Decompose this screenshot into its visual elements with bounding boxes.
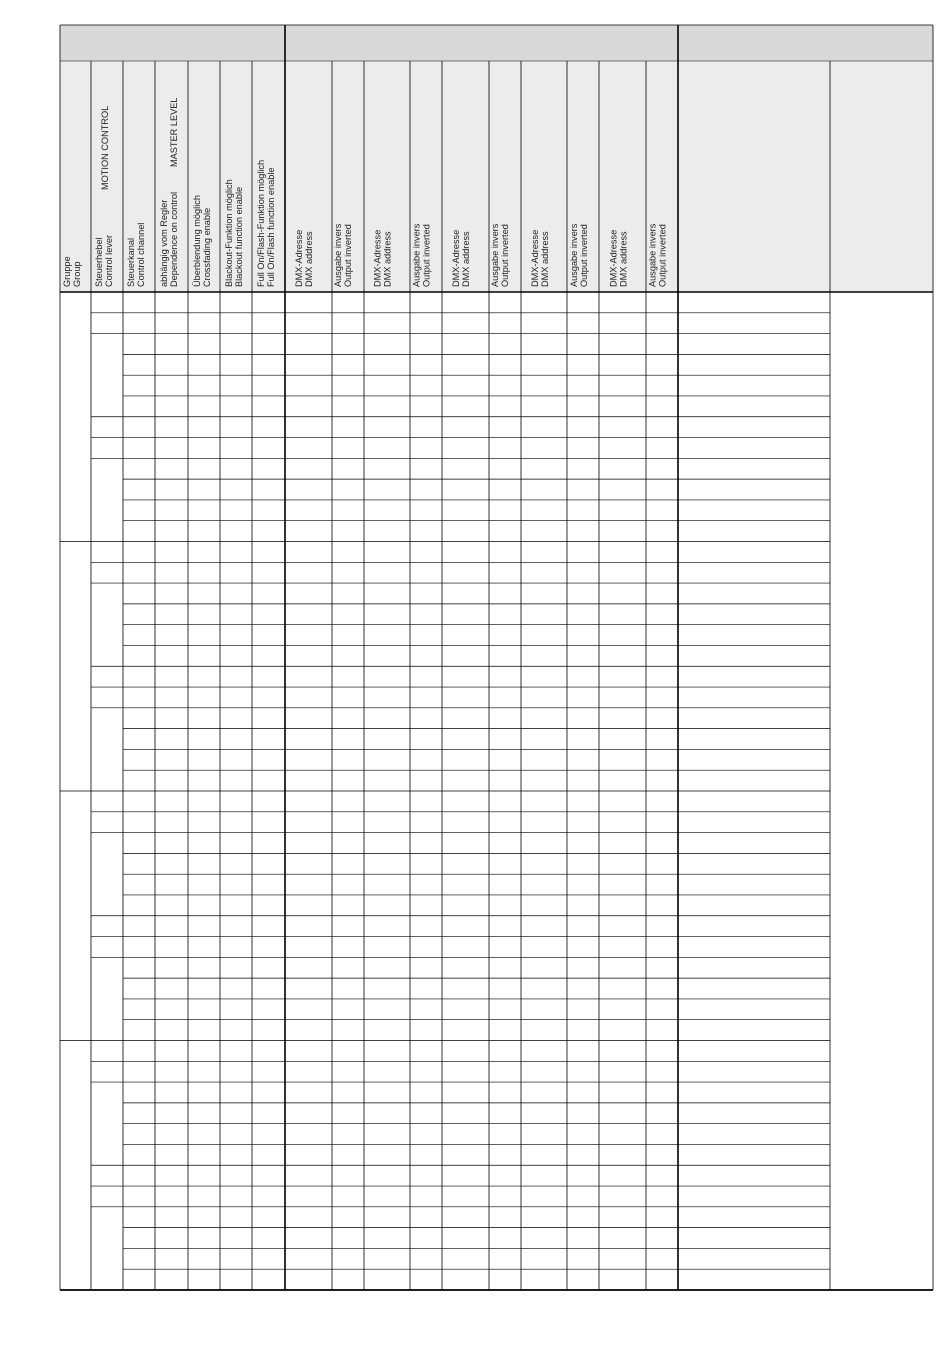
control-lever-header-en: Control lever — [104, 234, 114, 287]
header-banner — [60, 25, 933, 61]
output-inverted-header-de: Ausgabe invers — [490, 223, 501, 287]
dmx-address-header-de: DMX-Adresse — [372, 229, 383, 287]
output-inverted-header-en: Output inverted — [657, 224, 668, 287]
dmx-address-header-de: DMX-Adresse — [529, 229, 540, 287]
output-inverted-header-en: Output inverted — [578, 224, 589, 287]
banner-controls — [60, 25, 285, 61]
output-inverted-header-de: Ausgabe invers — [333, 223, 343, 287]
dmx-address-header-de: DMX-Adresse — [608, 229, 619, 287]
control-channel-header-en: Control channel — [136, 222, 146, 287]
dmx-address-header-en: DMX address — [461, 231, 472, 287]
output-inverted-header-en: Output inverted — [500, 224, 511, 287]
crossfading-header-en: Crossfading enable — [202, 207, 212, 287]
motion-control-header: MOTION CONTROL — [100, 105, 110, 190]
crossfading-header-de: Überblendung möglich — [192, 195, 202, 287]
dmx-address-header-de: DMX-Adresse — [294, 229, 304, 287]
banner-dmx — [285, 25, 678, 61]
master-level-header: MASTER LEVEL — [169, 97, 179, 167]
flash-header-en: Full On/Flash function enable — [266, 167, 276, 287]
flash-header-de: Full On/Flash-Funktion möglich — [256, 159, 266, 287]
control-lever-header-de: Steuerhebel — [94, 237, 104, 287]
output-inverted-header-de: Ausgabe invers — [647, 223, 658, 287]
dependence-header-en: Dependence on control — [169, 191, 179, 287]
blackout-header-en: Blackout function enable — [234, 186, 244, 287]
output-inverted-header-de: Ausgabe invers — [411, 223, 422, 287]
dmx-address-header-en: DMX address — [382, 231, 393, 287]
control-channel-header-de: Steuerkanal — [126, 237, 136, 287]
group-header-de: Gruppe — [62, 256, 72, 287]
dmx-address-header-en: DMX address — [618, 231, 629, 287]
dmx-address-header-en: DMX address — [539, 231, 550, 287]
dependence-header-de: abhängig vom Regler — [159, 199, 169, 287]
blackout-header-de: Blackout-Funktion möglich — [224, 179, 234, 287]
output-inverted-header-en: Output inverted — [421, 224, 432, 287]
group-header-en: Group — [72, 261, 82, 287]
output-inverted-header-en: Output inverted — [343, 224, 353, 287]
dmx-address-header-de: DMX-Adresse — [451, 229, 462, 287]
output-inverted-header-de: Ausgabe invers — [568, 223, 579, 287]
banner-notes — [678, 25, 933, 61]
dmx-address-header-en: DMX address — [304, 231, 314, 287]
